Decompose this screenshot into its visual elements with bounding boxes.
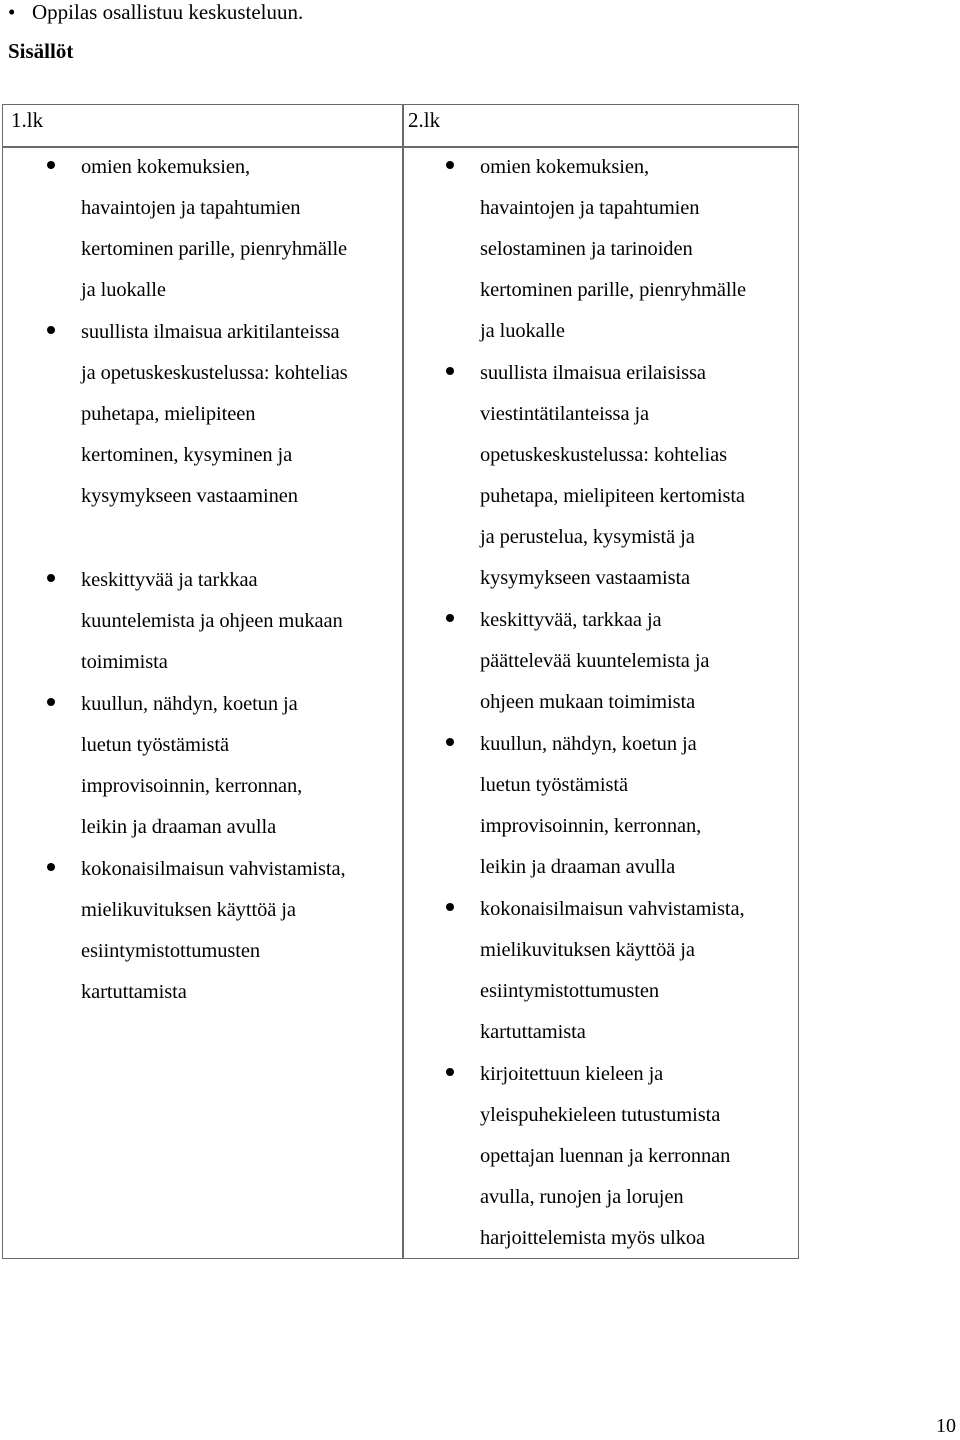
list-item [446,889,796,1053]
bullet-icon [446,1068,454,1076]
list-item-text: omien kokemuksien, havaintojen ja tapahtumien selostaminen ja tarinoiden kertominen parille, pienryhmälle ja luokalle [480,156,747,342]
bullet-icon [446,903,454,911]
bullet-icon [47,698,55,706]
list-item [47,684,397,848]
bullet-icon [446,738,454,746]
list-item-text: keskittyvää ja tarkkaa kuuntelemista ja ohjeen mukaan toimimista [81,569,343,673]
list-item-text: kirjoitettuun kieleen ja yleispuhekieleen tutustumista opettajan luennan ja kerronnan avulla, runojen ja lorujen harjoittelemista myös ulkoa [480,1063,731,1249]
list-item [47,560,397,683]
intro-bullet [8,0,303,25]
list-item [446,600,796,723]
list-item-text: suullista ilmaisua arkitilanteissa ja opetuskeskustelussa: kohtelias puhetapa, mielipiteen kertominen, kysyminen ja kysymykseen vastaaminen [81,321,348,507]
list-item [446,353,796,599]
bullet-icon [446,614,454,622]
col2-list [446,147,796,1259]
list-item [47,147,397,311]
bullet-icon [446,367,454,375]
bullet-icon [47,574,55,582]
list-item-text: kuullun, nähdyn, koetun ja luetun työstämistä improvisoinnin, kerronnan, leikin ja draaman avulla [480,733,702,878]
list-item-text: kokonaisilmaisun vahvistamista, mielikuvituksen käyttöä ja esiintymistottumusten kartuttamista [480,898,745,1043]
page-number: 10 [936,1415,956,1437]
col1-list [47,147,397,1013]
content-table [2,104,799,1259]
bullet-icon: • [8,0,16,24]
col1-header: 1.lk [11,108,44,132]
list-item-text: suullista ilmaisua erilaisissa viestintätilanteissa ja opetuskeskustelussa: kohtelias puhetapa, mielipiteen kertomista ja perustelua, kysymistä ja kysymykseen vastaamista [480,362,745,589]
list-item [47,849,397,1013]
bullet-icon [47,863,55,871]
list-item [446,1054,796,1259]
list-item [446,147,796,352]
column-divider [402,105,404,1258]
bullet-icon [47,326,55,334]
list-item-text: omien kokemuksien, havaintojen ja tapahtumien kertominen parille, pienryhmälle ja luokalle [81,156,348,301]
list-item-text: kuullun, nähdyn, koetun ja luetun työstämistä improvisoinnin, kerronnan, leikin ja draaman avulla [81,693,303,838]
intro-bullet-text: Oppilas osallistuu keskusteluun. [32,0,304,24]
list-item [47,312,397,517]
bullet-icon [446,161,454,169]
section-title: Sisällöt [8,39,74,63]
list-item-text: kokonaisilmaisun vahvistamista, mielikuvituksen käyttöä ja esiintymistottumusten kartuttamista [81,858,346,1003]
bullet-icon [47,161,55,169]
col2-header: 2.lk [408,108,441,132]
list-item [446,724,796,888]
list-item-text: keskittyvää, tarkkaa ja päättelevää kuuntelemista ja ohjeen mukaan toimimista [480,609,710,713]
